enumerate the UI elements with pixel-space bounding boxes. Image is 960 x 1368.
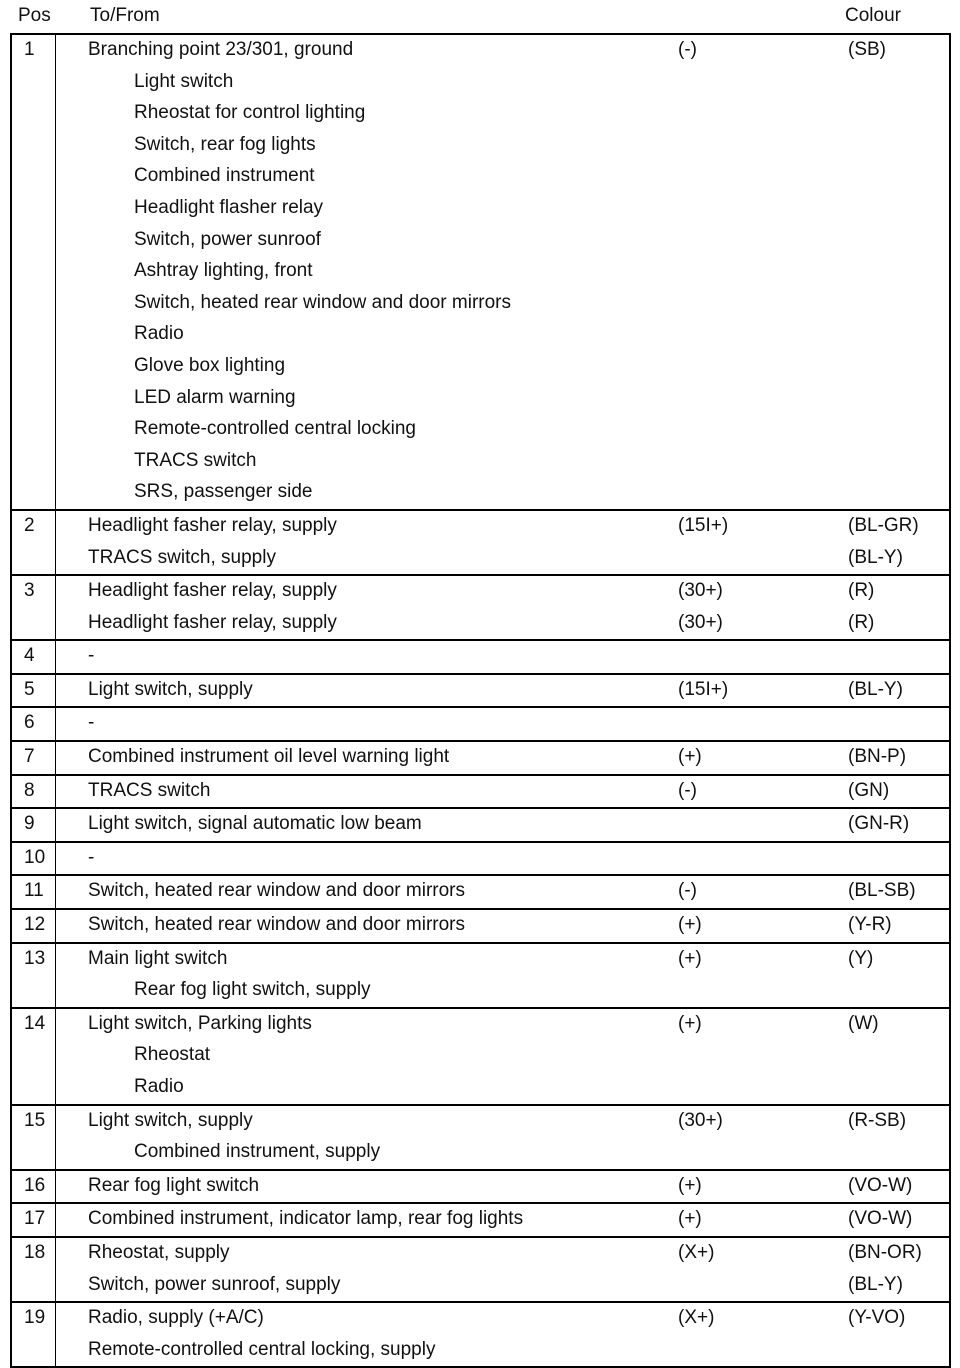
to-from-cell: Rheostat for control lighting xyxy=(134,102,366,124)
pos-cell: 1 xyxy=(24,39,35,60)
terminal-cell: (30+) xyxy=(678,580,723,602)
to-from-cell: Light switch, signal automatic low beam xyxy=(88,813,422,835)
to-from-cell: Remote-controlled central locking xyxy=(134,418,416,440)
row-line xyxy=(12,876,949,908)
to-from-cell: Rear fog light switch, supply xyxy=(134,979,371,1001)
row-line xyxy=(12,1204,949,1236)
row-line xyxy=(12,446,949,478)
to-from-cell: LED alarm warning xyxy=(134,386,296,408)
to-from-cell: Glove box lighting xyxy=(134,354,286,376)
row-line xyxy=(12,1137,949,1169)
table-row xyxy=(12,509,949,574)
to-from-cell: Switch, heated rear window and door mirrors xyxy=(88,914,466,936)
pos-column-header: Pos xyxy=(18,5,51,26)
row-line xyxy=(12,641,949,673)
to-from-cell: Switch, rear fog lights xyxy=(134,133,316,155)
row-line xyxy=(12,351,949,383)
row-line xyxy=(12,193,949,225)
row-line xyxy=(12,975,949,1007)
colour-cell: (BL-GR) xyxy=(848,514,919,536)
terminal-cell: (+) xyxy=(678,1012,702,1034)
pos-cell: 17 xyxy=(24,1208,46,1230)
pos-cell: 2 xyxy=(24,514,35,536)
row-line xyxy=(12,256,949,288)
row-line xyxy=(12,98,949,130)
colour-cell: (VO-W) xyxy=(848,1208,913,1230)
pos-cell: 5 xyxy=(24,678,35,700)
pos-cell: 9 xyxy=(24,813,35,835)
to-from-cell: - xyxy=(88,645,95,667)
colour-cell: (BL-Y) xyxy=(848,1273,903,1295)
pos-cell: 14 xyxy=(24,1012,46,1034)
terminal-cell: (X+) xyxy=(678,1241,715,1263)
colour-cell: (BL-Y) xyxy=(848,678,903,700)
colour-cell: (Y) xyxy=(848,947,874,969)
to-from-cell: Combined instrument oil level warning light xyxy=(88,746,450,768)
table-row xyxy=(12,1202,949,1236)
to-from-cell: Combined instrument, supply xyxy=(134,1141,381,1163)
table-row xyxy=(12,1007,949,1104)
pos-cell: 6 xyxy=(24,712,35,734)
terminal-cell: (15I+) xyxy=(678,514,729,536)
row-line xyxy=(12,944,949,976)
to-from-cell: Headlight fasher relay, supply xyxy=(88,514,337,536)
terminal-cell: (30+) xyxy=(678,611,723,633)
to-from-cell: Switch, heated rear window and door mirrors xyxy=(134,291,512,313)
row-line xyxy=(12,1238,949,1270)
to-from-cell: TRACS switch, supply xyxy=(88,546,276,568)
terminal-cell: (-) xyxy=(678,39,697,60)
row-line xyxy=(12,1009,949,1041)
to-from-cell: Branching point 23/301, ground xyxy=(88,39,354,60)
pos-cell: 3 xyxy=(24,580,35,602)
to-from-cell: Light switch xyxy=(134,70,234,92)
to-from-cell: Headlight fasher relay, supply xyxy=(88,611,337,633)
row-line xyxy=(12,776,949,808)
row-line xyxy=(12,708,949,740)
to-from-cell: TRACS switch xyxy=(88,779,211,801)
to-from-cell: Light switch, supply xyxy=(88,1109,253,1131)
row-line xyxy=(12,1040,949,1072)
to-from-cell: Radio xyxy=(134,323,184,345)
to-from-cell: SRS, passenger side xyxy=(134,481,313,503)
to-from-cell: Combined instrument, indicator lamp, rear fog lights xyxy=(88,1208,524,1230)
colour-cell: (GN-R) xyxy=(848,813,910,835)
row-line xyxy=(12,225,949,257)
colour-cell: (BL-Y) xyxy=(848,546,903,568)
table-row xyxy=(12,1301,949,1366)
row-line xyxy=(12,543,949,575)
row-line xyxy=(12,1171,949,1203)
to-from-cell: Light switch, Parking lights xyxy=(88,1012,312,1034)
colour-column-header: Colour xyxy=(845,5,901,26)
row-line xyxy=(12,675,949,707)
table-row xyxy=(12,774,949,808)
table-row xyxy=(12,673,949,707)
row-line xyxy=(12,383,949,415)
colour-cell: (BN-OR) xyxy=(848,1241,922,1263)
row-line xyxy=(12,161,949,193)
terminal-cell: (-) xyxy=(678,880,697,902)
colour-cell: (GN) xyxy=(848,779,890,801)
table-row xyxy=(12,908,949,942)
row-line xyxy=(12,1335,949,1367)
terminal-cell: (+) xyxy=(678,1174,702,1196)
table-row xyxy=(12,807,949,841)
row-line xyxy=(12,809,949,841)
table-row xyxy=(12,35,949,509)
row-line xyxy=(12,130,949,162)
table-row xyxy=(12,706,949,740)
pos-cell: 19 xyxy=(24,1307,46,1329)
colour-cell: (Y-VO) xyxy=(848,1307,906,1329)
to-from-cell: Headlight flasher relay xyxy=(134,196,324,218)
terminal-cell: (30+) xyxy=(678,1109,723,1131)
to-from-cell: - xyxy=(88,846,95,868)
row-line xyxy=(12,67,949,99)
row-line xyxy=(12,843,949,875)
terminal-cell: (+) xyxy=(678,746,702,768)
terminal-cell: (X+) xyxy=(678,1307,715,1329)
row-line xyxy=(12,319,949,351)
colour-cell: (R) xyxy=(848,611,875,633)
pin-table xyxy=(10,33,951,1368)
pos-cell: 4 xyxy=(24,645,35,667)
to-from-cell: Headlight fasher relay, supply xyxy=(88,580,337,602)
colour-cell: (SB) xyxy=(848,39,886,60)
table-row xyxy=(12,841,949,875)
terminal-cell: (+) xyxy=(678,914,702,936)
to-from-cell: Main light switch xyxy=(88,947,228,969)
to-from-cell: Remote-controlled central locking, supply xyxy=(88,1338,436,1360)
pos-cell: 11 xyxy=(24,880,44,902)
to-from-column-header: To/From xyxy=(90,5,160,26)
to-from-cell: Switch, power sunroof, supply xyxy=(88,1273,341,1295)
pos-cell: 13 xyxy=(24,947,46,969)
to-from-cell: Ashtray lighting, front xyxy=(134,260,313,282)
to-from-cell: Rheostat, supply xyxy=(88,1241,230,1263)
row-line xyxy=(12,742,949,774)
colour-cell: (VO-W) xyxy=(848,1174,913,1196)
to-from-cell: - xyxy=(88,712,95,734)
terminal-cell: (+) xyxy=(678,1208,702,1230)
pos-cell: 16 xyxy=(24,1174,46,1196)
colour-cell: (Y-R) xyxy=(848,914,892,936)
row-line xyxy=(12,608,949,640)
table-row xyxy=(12,1236,949,1301)
colour-cell: (BN-P) xyxy=(848,746,907,768)
pos-cell: 12 xyxy=(24,914,46,936)
to-from-cell: Rheostat xyxy=(134,1044,211,1066)
colour-cell: (R-SB) xyxy=(848,1109,907,1131)
to-from-cell: Switch, heated rear window and door mirrors xyxy=(88,880,466,902)
row-line xyxy=(12,1106,949,1138)
to-from-cell: Radio, supply (+A/C) xyxy=(88,1307,264,1329)
to-from-cell: Radio xyxy=(134,1076,184,1097)
row-line xyxy=(12,1270,949,1302)
colour-cell: (BL-SB) xyxy=(848,880,916,902)
colour-cell: (W) xyxy=(848,1012,879,1034)
pos-cell: 15 xyxy=(24,1109,46,1131)
row-line xyxy=(12,1303,949,1335)
row-line xyxy=(12,910,949,942)
row-line xyxy=(12,477,949,509)
table-row xyxy=(12,942,949,1007)
pos-cell: 7 xyxy=(24,746,35,768)
pos-cell: 8 xyxy=(24,779,35,801)
table-row xyxy=(12,1104,949,1169)
to-from-cell: Switch, power sunroof xyxy=(134,228,321,250)
pos-cell: 10 xyxy=(24,846,46,868)
table-row xyxy=(12,574,949,639)
table-row xyxy=(12,874,949,908)
row-line xyxy=(12,288,949,320)
table-row xyxy=(12,639,949,673)
terminal-cell: (15I+) xyxy=(678,678,729,700)
to-from-cell: Light switch, supply xyxy=(88,678,253,700)
row-line xyxy=(12,511,949,543)
row-line xyxy=(12,1072,949,1104)
table-row xyxy=(12,1169,949,1203)
colour-cell: (R) xyxy=(848,580,875,602)
terminal-cell: (-) xyxy=(678,779,697,801)
row-line xyxy=(12,35,949,67)
to-from-cell: Rear fog light switch xyxy=(88,1174,260,1196)
to-from-cell: TRACS switch xyxy=(134,449,257,471)
pos-cell: 18 xyxy=(24,1241,46,1263)
row-line xyxy=(12,414,949,446)
row-line xyxy=(12,576,949,608)
table-row xyxy=(12,740,949,774)
terminal-cell: (+) xyxy=(678,947,702,969)
to-from-cell: Combined instrument xyxy=(134,165,315,187)
